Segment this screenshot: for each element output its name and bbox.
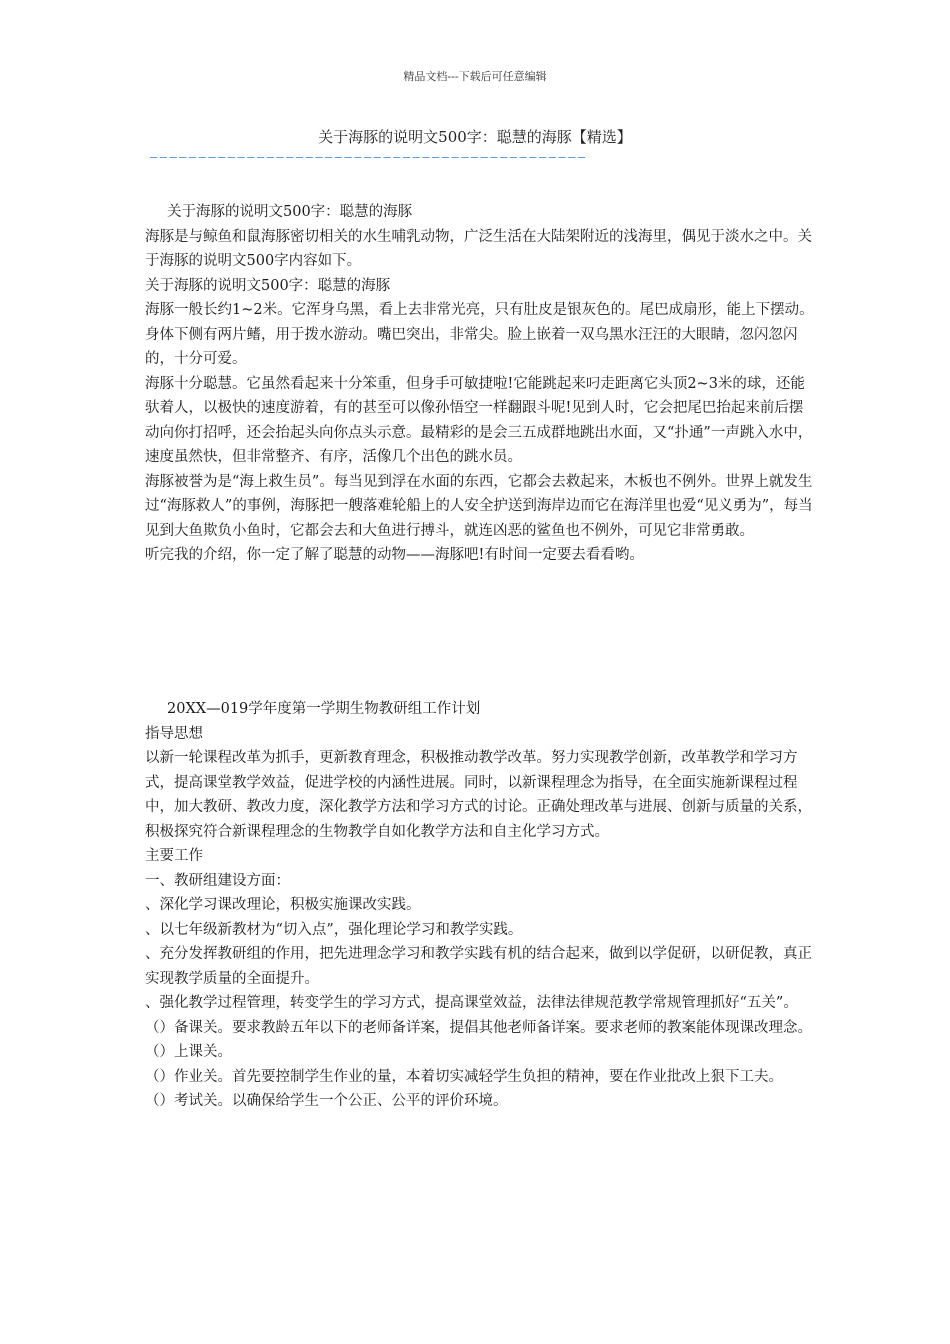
plan-list-item: （）考试关。以确保给学生一个公正、公平的评价环境。 bbox=[145, 1093, 508, 1109]
plan-paragraph: 一、教研组建设方面： bbox=[145, 872, 290, 889]
plan-list-item: 、强化教学过程管理，转变学生的学习方式，提高课堂效益，法律法律规范教学常规管理抓好“五关”。 bbox=[145, 995, 798, 1011]
title-divider: ————————————————————————————————————————————— bbox=[150, 150, 588, 164]
dolphin-essay-section bbox=[145, 200, 815, 568]
plan-list-item: 、深化学习课改理论，积极实施课改实践。 bbox=[145, 897, 421, 913]
plan-list-item: 、充分发挥教研组的作用，把先进理念学习和教学实践有机的结合起来，做到以学促研，以研促教，真正实现教学质量的全面提升。 bbox=[145, 946, 812, 987]
essay-paragraph: 海豚被誉为是“海上救生员”。每当见到浮在水面的东西，它都会去救起来，木板也不例外。世界上就发生过“海豚救人”的事例，海豚把一艘落难轮船上的人安全护送到海岸边而它在海洋里也爱“见义勇为”，每当见到大鱼欺负小鱼时，它都会去和大鱼进行搏斗，就连凶恶的鲨鱼也不例外，可见它非常勇敢。 bbox=[145, 473, 813, 539]
plan-paragraph: 以新一轮课程改革为抓手，更新教育理念，积极推动教学改革。努力实现教学创新，改革教学和学习方式，提高课堂教学效益，促进学校的内涵性进展。同时，以新课程理念为指导，在全面实施新课程过程中，加大教研、教改力度，深化教学方法和学习方式的讨论。正确处理改革与进展、创新与质量的关系，积极探究符合新课程理念的生物教学自如化教学方法和自主化学习方式。 bbox=[145, 750, 812, 840]
essay-paragraph: 海豚十分聪慧。它虽然看起来十分笨重，但身手可敏捷啦!它能跳起来叼走距离它头顶2~3米的球，还能驮着人，以极快的速度游着，有的甚至可以像孙悟空一样翻跟斗呢!见到人时，它会把尾巴抬起来前后摆动向你打招呼，还会抬起头向你点头示意。最精彩的是会三五成群地跳出水面，又“扑通”一声跳入水中，速度虽然快，但非常整齐、有序，活像几个出色的跳水员。 bbox=[145, 375, 813, 465]
essay-paragraph: 海豚是与鲸鱼和鼠海豚密切相关的水生哺乳动物，广泛生活在大陆架附近的浅海里，偶见于淡水之中。关于海豚的说明文500字内容如下。 bbox=[145, 228, 812, 269]
plan-list-item: （）备课关。要求教龄五年以下的老师备详案，提倡其他老师备详案。要求老师的教案能体现课改理念。 bbox=[145, 1019, 812, 1036]
plan-subheading: 主要工作 bbox=[145, 848, 203, 864]
header-note: 精品文档---下载后可任意编辑 bbox=[403, 70, 547, 83]
plan-list-item: （）作业关。首先要控制学生作业的量，本着切实减轻学生负担的精神，要在作业批改上狠下工夫。 bbox=[145, 1068, 783, 1085]
essay-paragraph: 海豚一般长约1~2米。它浑身乌黑，看上去非常光亮，只有肚皮是银灰色的。尾巴成扇形，能上下摆动。身体下侧有两片鳍，用于拨水游动。嘴巴突出，非常尖。脸上嵌着一双乌黑水汪汪的大眼睛，忽闪忽闪的，十分可爱。 bbox=[145, 302, 814, 367]
work-plan-section bbox=[145, 697, 815, 1114]
essay-heading: 关于海豚的说明文500字：聪慧的海豚 bbox=[167, 204, 413, 220]
essay-paragraph: 听完我的介绍，你一定了解了聪慧的动物——海豚吧!有时间一定要去看看哟。 bbox=[145, 547, 644, 563]
essay-paragraph: 关于海豚的说明文500字：聪慧的海豚 bbox=[145, 277, 391, 294]
plan-heading: 20XX—019学年度第一学期生物教研组工作计划 bbox=[167, 701, 481, 717]
plan-list-item: （）上课关。 bbox=[145, 1044, 232, 1060]
plan-subheading: 指导思想 bbox=[145, 725, 203, 742]
document-title: 关于海豚的说明文500字：聪慧的海豚【精选】 bbox=[318, 128, 632, 146]
plan-list-item: 、以七年级新教材为“切入点”，强化理论学习和教学实践。 bbox=[145, 921, 523, 938]
